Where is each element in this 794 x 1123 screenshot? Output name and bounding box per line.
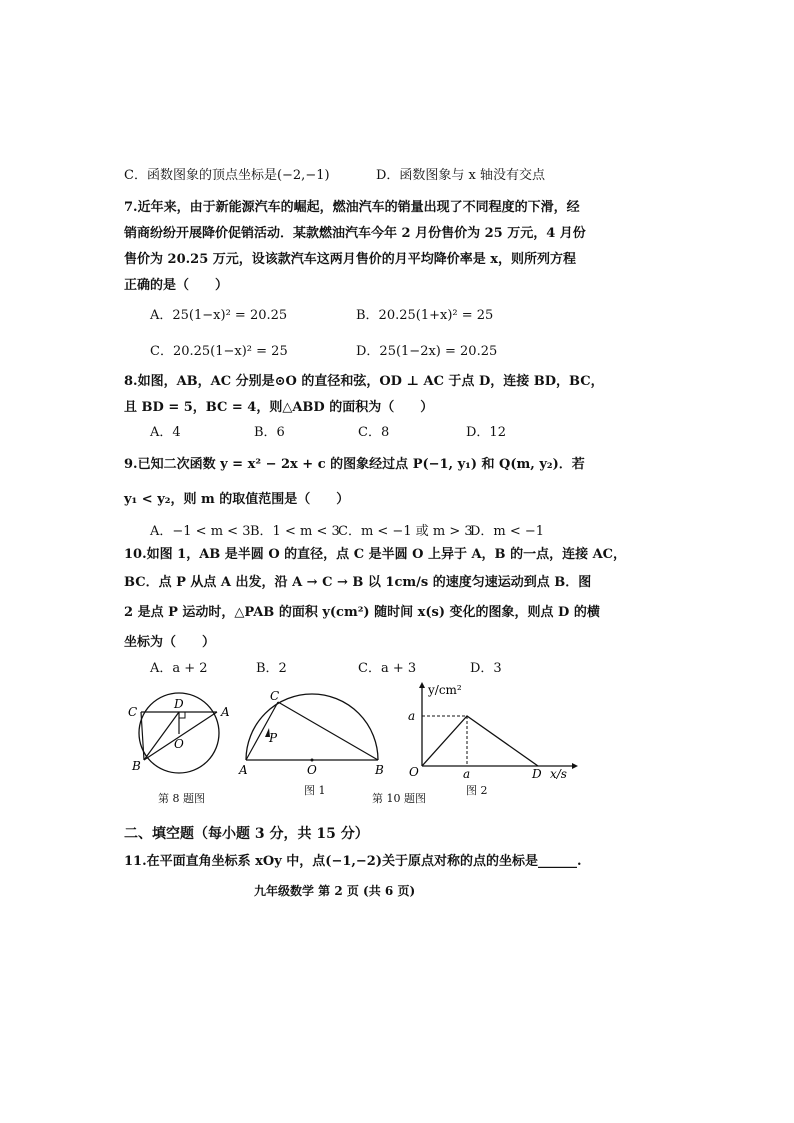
q11-text: 11.在平面直角坐标系 xOy 中，点(−1,−2)关于原点对称的点的坐标是______.: [124, 854, 582, 869]
fig2-y-arrow: [419, 682, 425, 688]
fig8-diameter-ab: [144, 712, 217, 760]
fig8-line-cb: [141, 712, 144, 760]
q8-option-b: B．6: [254, 425, 285, 440]
fig2-label-o: O: [409, 765, 419, 779]
q7-line2: 销商纷纷开展降价促销活动．某款燃油汽车今年 2 月份售价为 25 万元，4 月份: [124, 226, 586, 241]
fig2-label-x: x/s: [550, 767, 567, 781]
fig2-label-a-y: a: [408, 709, 416, 723]
q9-option-a: A．−1 < m < 3: [150, 524, 251, 539]
q10-option-b: B．2: [256, 661, 287, 676]
q6-option-d: D．函数图象与 x 轴没有交点: [376, 168, 546, 183]
fig8-line-bd: [144, 712, 179, 760]
fig2-caption: 图 2: [466, 784, 488, 797]
q6-option-c: C．函数图象的顶点坐标是(−2,−1): [124, 168, 330, 183]
q9-option-d: D．m < −1: [470, 524, 545, 539]
q7-option-a: A．25(1−x)² = 20.25: [150, 308, 288, 323]
fig8-label-b: B: [132, 759, 141, 773]
fig1-line-cb: [278, 702, 378, 760]
q7-option-c: C．20.25(1−x)² = 25: [150, 344, 288, 359]
fig8-caption: 第 8 题图: [158, 792, 205, 805]
fig1-label-o: O: [307, 763, 317, 777]
q10-option-d: D．3: [470, 661, 502, 676]
fig8-label-c: C: [128, 705, 138, 719]
fig8-label-o: O: [174, 737, 184, 751]
fig1-caption: 图 1: [304, 784, 326, 797]
q7-line1: 7.近年来，由于新能源汽车的崛起，燃油汽车的销量出现了不同程度的下滑，经: [124, 200, 580, 215]
q7-line3: 售价为 20.25 万元，设该款汽车这两月售价的月平均降价率是 x，则所列方程: [124, 252, 577, 267]
fig8-right-angle: [179, 712, 185, 718]
fig2-label-d: D: [532, 767, 542, 781]
fig2-label-a-x: a: [463, 767, 471, 781]
q8-option-c: C．8: [358, 425, 390, 440]
q7-line4: 正确的是（ ）: [124, 278, 229, 293]
figure-1-semicircle: [236, 690, 386, 778]
page-footer: 九年级数学 第 2 页 (共 6 页): [254, 884, 416, 898]
q10-option-a: A．a + 2: [150, 661, 208, 676]
q8-line2: 且 BD = 5，BC = 4，则△ABD 的面积为（ ）: [124, 400, 434, 415]
fig2-label-y: y/cm²: [428, 683, 462, 697]
fig1-center-o: [311, 759, 314, 762]
q7-option-b: B．20.25(1+x)² = 25: [356, 308, 494, 323]
q9-line1: 9.已知二次函数 y = x² − 2x + c 的图象经过点 P(−1, y₁) 和 Q(m, y₂)．若: [124, 457, 585, 472]
fig1-label-b: B: [375, 763, 384, 777]
q9-option-b: B．1 < m < 3: [250, 524, 340, 539]
fig1-arc: [246, 694, 378, 760]
q10-line2: BC．点 P 从点 A 出发，沿 A → C → B 以 1cm/s 的速度匀速运动到点 B．图: [124, 575, 592, 590]
figure-2-graph: [402, 678, 582, 782]
q10-line1: 10.如图 1，AB 是半圆 O 的直径，点 C 是半圆 O 上异于 A，B 的一点，连接 AC，: [124, 547, 627, 562]
fig1-label-a: A: [239, 763, 248, 777]
q8-option-d: D．12: [466, 425, 506, 440]
fig2-graph-line: [422, 716, 538, 766]
q8-line1: 8.如图，AB，AC 分别是⊙O 的直径和弦，OD ⊥ AC 于点 D，连接 BD，BC，: [124, 374, 604, 389]
figure-q8: [124, 690, 234, 780]
q9-option-c: C．m < −1 或 m > 3: [338, 524, 473, 539]
fig10-caption: 第 10 题图: [372, 792, 426, 805]
q7-option-d: D．25(1−2x) = 20.25: [356, 344, 498, 359]
q10-line4: 坐标为（ ）: [124, 635, 216, 650]
q10-option-c: C．a + 3: [358, 661, 417, 676]
q8-option-a: A．4: [150, 425, 181, 440]
fig2-x-arrow: [572, 763, 578, 769]
q10-line3: 2 是点 P 运动时，△PAB 的面积 y(cm²) 随时间 x(s) 变化的图象，则点 D 的横: [124, 605, 600, 620]
fig1-label-p: P: [269, 731, 278, 745]
fig8-label-d: D: [174, 697, 184, 711]
fig8-label-a: A: [221, 705, 230, 719]
q9-line2: y₁ < y₂，则 m 的取值范围是（ ）: [124, 492, 350, 507]
fig1-label-c: C: [270, 690, 280, 703]
section-2-title: 二、填空题（每小题 3 分，共 15 分）: [124, 826, 369, 842]
